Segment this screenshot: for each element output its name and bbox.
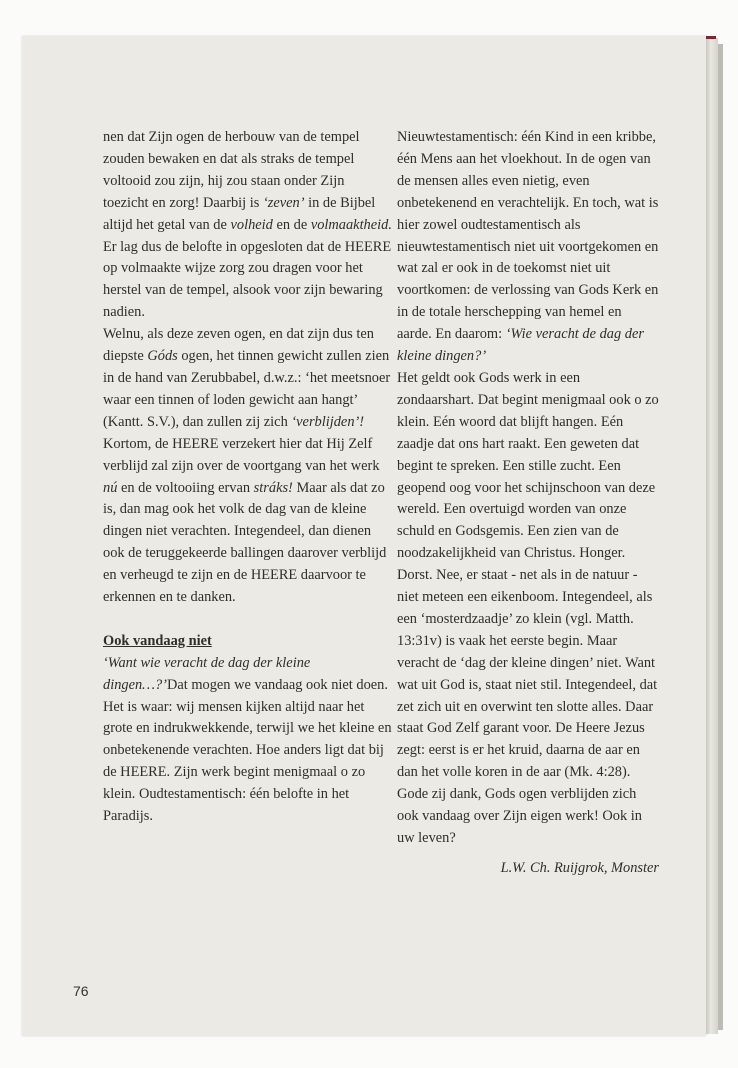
paragraph xyxy=(397,127,659,368)
italic-text: volmaaktheid. xyxy=(310,216,392,233)
author-signature: L.W. Ch. Ruijgrok, Monster xyxy=(500,859,659,876)
page-edge xyxy=(706,38,718,1034)
italic-text: ‘verblijden’! xyxy=(291,413,365,430)
text-run: Maar als dat zo is, dan mag ook het volk de dag van de kleine dingen niet verachten. Integendeel, dan dienen ook de teruggekeerde ballingen daarover verblijd en verheugd te zijn en de HEERE daarvoor te erkennen en te danken. xyxy=(103,479,387,606)
page-edge-shadow xyxy=(718,44,723,1030)
text-run: Er lag dus de belofte in opgesloten dat de HEERE op volmaakte wijze zorg zou dragen voor het herstel van de tempel, alsook voor zijn bewaring nadien. xyxy=(103,238,392,321)
text-run: in de Bijbel altijd het getal van de xyxy=(103,194,376,233)
page-number: 76 xyxy=(73,983,89,999)
paragraph xyxy=(103,653,393,828)
paragraph xyxy=(103,324,393,609)
section-heading: Ook vandaag niet xyxy=(103,632,212,649)
text-run: Nieuwtestamentisch: één Kind in een kribbe, één Mens aan het vloekhout. In de ogen van de mensen alles even nietig, even onbetekenend en verachtelijk. En toch, wat is hier zowel oudtestamentisch als nieuwtestamentisch niet uit voortgekomen en wat zal er ook in de toekomst niet uit voortkomen: de verlossing van Gods Kerk en in de totale herschepping van hemel en aarde. En daarom: xyxy=(397,129,659,343)
text-run: Welnu, als deze zeven ogen, en dat zijn dus ten diepste xyxy=(103,326,374,365)
paragraph xyxy=(397,368,659,850)
italic-text: stráks! xyxy=(253,479,293,496)
text-run: Dat mogen we vandaag ook niet doen. Het is waar: wij mensen kijken altijd naar het grote en indrukwekkende, terwijl we het kleine en onbetekenende verachten. Hoe anders ligt dat bij de HEERE. Zijn werk begint menigmaal o zo klein. Oudtestamentisch: één belofte in het Paradijs. xyxy=(103,676,392,825)
right-column xyxy=(397,127,659,880)
italic-text: ‘zeven’ xyxy=(262,194,305,211)
italic-text: volheid xyxy=(230,216,273,233)
italic-text: nú xyxy=(103,479,118,496)
text-run: Kortom, de HEERE verzekert hier dat Hij Zelf verblijd zal zijn over de voortgang van het werk xyxy=(103,435,380,474)
text-run: Het geldt ook Gods werk in een zondaarshart. Dat begint menigmaal ook o zo klein. Eén woord dat blijft hangen. Eén zaadje dat ons hart raakt. Een geweten dat begint te spreken. Een stille zucht. Een geopend oog voor het schijnschoon van deze wereld. Een overtuigd worden van onze schuld en Godsgemis. Een zien van de noodzakelijkheid van Christus. Honger. Dorst. Nee, er staat - net als in de natuur - niet meteen een eikenboom. Integendeel, als een ‘mosterdzaadje’ zo klein (vgl. Matth. 13:31v) is vaak het eerste begin. Maar veracht de ‘dag der kleine dingen’ niet. Want wat uit God is, staat niet stil. Integendeel, dat zet zich uit en overwint ten slotte alles. Daar staat God Zelf garant voor. De Heere Jezus zegt: eerst is er het kruid, daarna de aar en dan het volle koren in de aar (Mk. 4:28). Gode zij dank, Gods ogen verblijden zich ook vandaag over Zijn eigen werk! Ook in uw leven? xyxy=(397,369,659,846)
text-run: en de xyxy=(272,216,311,233)
italic-text: ‘Wie veracht de dag der kleine dingen?’ xyxy=(397,326,644,365)
left-column xyxy=(103,127,393,828)
italic-text: ‘Want wie veracht de dag der kleine dingen…?’ xyxy=(103,654,311,693)
paragraph xyxy=(103,127,393,324)
text-run: en de voltooiing ervan xyxy=(117,479,254,496)
text-run: nen dat Zijn ogen de herbouw van de tempel zouden bewaken en dat als straks de tempel voltooid zou zijn, hij zou staan onder Zijn toezicht en zorg! Daarbij is xyxy=(103,129,360,211)
paragraph-spacer xyxy=(397,850,659,858)
bookmark-ribbon xyxy=(706,36,716,39)
italic-text: Góds xyxy=(147,348,178,365)
text-run: ogen, het tinnen gewicht zullen zien in de hand van Zerubbabel, d.w.z.: ‘het meetsnoer waar een tinnen of loden gewicht aan hangt’ (Kantt. S.V.), dan zullen zij zich xyxy=(103,348,391,430)
paragraph-spacer xyxy=(103,609,393,631)
